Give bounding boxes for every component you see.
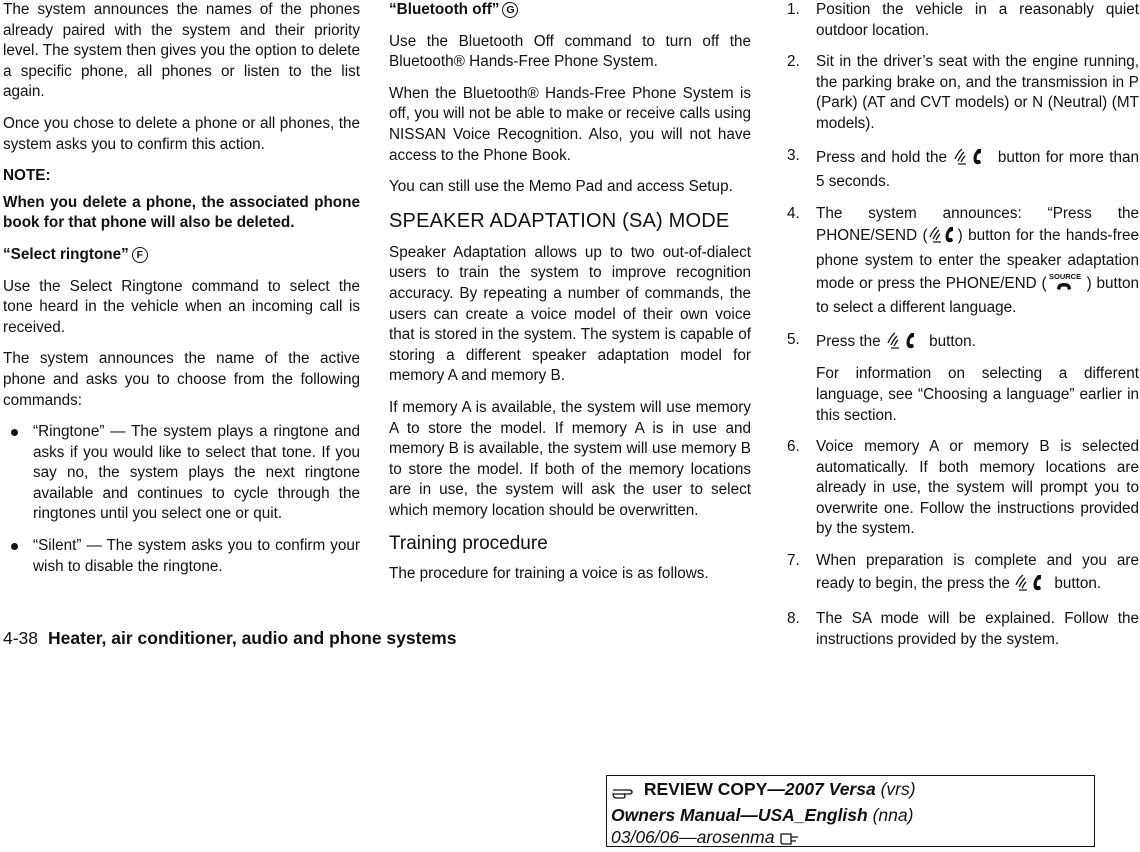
paragraph: The procedure for training a voice is as follows. — [389, 565, 709, 583]
column-1 — [3, 0, 360, 588]
review-line-2 — [611, 804, 1094, 826]
note-text: When you delete a phone, the associated phone book for that phone will also be deleted. — [3, 193, 360, 232]
review-date-author: 03/06/06—arosenma — [611, 827, 775, 847]
review-copy-box — [606, 775, 1095, 847]
callout-marker-f: F — [132, 247, 148, 263]
ringtone-heading — [3, 245, 360, 266]
review-line-1 — [611, 778, 1094, 804]
step-number: 4. — [787, 204, 800, 222]
review-manual: Owners Manual—USA_English — [611, 805, 868, 825]
step-number: 1. — [787, 1, 800, 18]
paragraph: Use the Bluetooth Off command to turn off the Bluetooth® Hands-Free Phone System. — [389, 32, 751, 71]
page-number: 4-38 — [3, 628, 39, 648]
callout-marker-g: G — [502, 2, 518, 18]
bluetooth-off-heading — [389, 0, 751, 21]
paragraph: If memory A is available, the system will use memory A to store the model. If memory A is in use and memory B is available, the system will use memory B to store the model. If both of the memory locations are in use, the system will ask the user to select which memory location should be overwritten. — [389, 398, 751, 519]
paragraph: The system announces the names of the phones already paired with the system and their priority level. The system then gives you the option to delete a specific phone, all phones or listen to the list again. — [3, 1, 360, 101]
phone-end-icon — [1047, 272, 1087, 299]
step-text: button for more than 5 seconds. — [816, 148, 1140, 191]
step-5 — [787, 330, 1139, 357]
paragraph: Speaker Adaptation allows up to two out-of-dialect users to train the system to improve recognition accuracy. By repeating a number of commands, the users can create a voice model of their own voice that is stored in the system. The system is capable of storing a different speaker adaptation model for memory A and memory B. — [389, 243, 751, 385]
step-text: Position the vehicle in a reasonably quiet outdoor location. — [816, 1, 1139, 39]
bullet-icon — [11, 429, 18, 436]
phone-send-icon — [952, 146, 992, 173]
ringtone-heading-text: “Select ringtone” — [3, 245, 129, 263]
step-1 — [787, 0, 1139, 41]
step-text: When preparation is complete and you are ready to begin, the press the — [816, 552, 1139, 592]
step-text: Voice memory A or memory B is selected automatically. If both memory locations are already in use, the system will prompt you to overwrite one. Follow the instructions provided by the system. — [816, 438, 1139, 538]
list-item-text: “Ringtone” — The system plays a ringtone and asks if you would like to select that tone. If you say no, the system plays the next ringtone available and continues to cycle through the ringtones until you select one or quit. — [33, 423, 360, 523]
list-item-text: “Silent” — The system asks you to confirm your wish to disable the ringtone. — [33, 537, 360, 575]
paragraph: The system announces the name of the active phone and asks you to choose from the following commands: — [3, 350, 360, 409]
step-text: The system announces: “Press the PHONE/SEND ( — [816, 204, 1139, 245]
chapter-title: Heater, air conditioner, audio and phone systems — [48, 628, 457, 648]
step-7 — [787, 551, 1139, 598]
step-5-note: For information on selecting a different language, see “Choosing a language” earlier in this section. — [816, 365, 1139, 424]
paragraph: You can still use the Memo Pad and access Setup. — [389, 178, 733, 196]
list-item — [3, 536, 360, 577]
review-line-3 — [611, 826, 1094, 852]
column-2 — [389, 0, 751, 596]
step-text: ) button for the hands-free phone system to enter the speaker adaptation mode or press the PHONE/END ( — [816, 227, 1139, 292]
source-label: SOURCE — [1048, 271, 1081, 281]
bullet-icon — [11, 543, 18, 550]
review-manual-code: (nna) — [872, 805, 914, 825]
phone-send-icon — [1014, 572, 1050, 599]
step-number: 5. — [787, 330, 800, 348]
phone-send-icon — [928, 224, 958, 251]
step-text: The SA mode will be explained. Follow the instructions provided by the system. — [816, 610, 1139, 648]
step-number: 7. — [787, 552, 800, 570]
list-item — [3, 422, 360, 525]
step-6 — [787, 437, 1139, 540]
step-2 — [787, 52, 1139, 134]
paragraph: Use the Select Ringtone command to select the tone heard in the vehicle when an incoming call is received. — [3, 277, 360, 336]
step-text: button. — [1054, 574, 1102, 592]
step-number: 6. — [787, 438, 800, 456]
step-text: ) button to select a different language. — [816, 274, 1140, 317]
step-number: 2. — [787, 53, 800, 71]
section-heading: SPEAKER ADAPTATION (SA) MODE — [389, 209, 730, 232]
pointing-hand-icon — [611, 781, 639, 804]
step-text: button. — [929, 332, 976, 350]
note-label: NOTE: — [3, 167, 51, 185]
review-model: 2007 Versa — [784, 779, 876, 799]
column-3 — [787, 0, 1139, 661]
paragraph: Once you chose to delete a phone or all phones, the system asks you to confirm this action. — [3, 114, 360, 153]
sub-heading: Training procedure — [389, 533, 548, 555]
paragraph: When the Bluetooth® Hands-Free Phone System is off, you will not be able to make or receive calls using NISSAN Voice Recognition. Also, you will not have access to the Phone Book. — [389, 84, 751, 164]
step-text: Sit in the driver’s seat with the engine running, the parking brake on, and the transmission in P (Park) (AT and CVT models) or N (Neutral) (MT models). — [816, 53, 1139, 132]
step-4 — [787, 204, 1139, 319]
step-3 — [787, 146, 1139, 193]
bluetooth-off-heading-text: “Bluetooth off” — [389, 1, 500, 18]
step-8 — [787, 609, 1139, 650]
step-text: Press the — [816, 332, 881, 350]
step-number: 3. — [787, 146, 800, 164]
page-footer — [3, 626, 456, 650]
phone-send-icon — [885, 330, 925, 357]
step-text: Press and hold the — [816, 148, 947, 166]
review-label: REVIEW COPY— — [643, 779, 785, 799]
review-model-code: (vrs) — [880, 779, 916, 799]
step-number: 8. — [787, 610, 800, 628]
